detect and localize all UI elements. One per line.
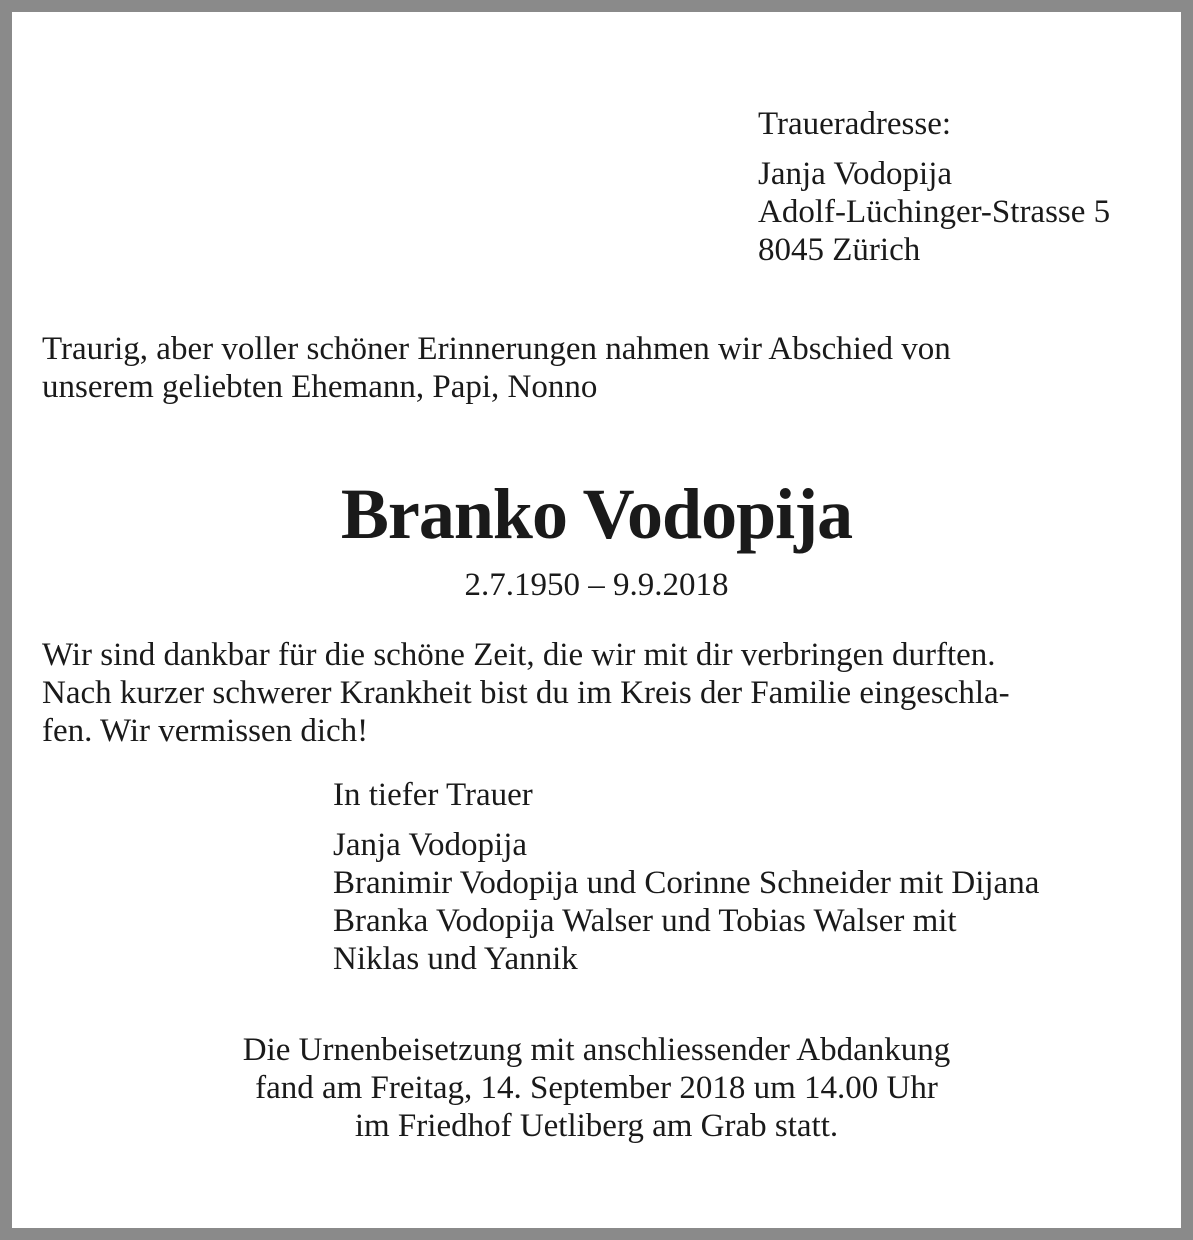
deceased-name: Branko Vodopija (340, 474, 853, 554)
mourning-address (758, 105, 1110, 269)
address-label: Traueradresse: (758, 106, 952, 142)
address-name: Janja Vodopija (758, 156, 953, 192)
life-dates: 2.7.1950 – 9.9.2018 (464, 567, 729, 603)
mourner-line: Branimir Vodopija und Corinne Schneider mit Dijana (333, 865, 1040, 901)
address-street: Adolf-Lüchinger-Strasse 5 (758, 194, 1111, 230)
address-city: 8045 Zürich (758, 232, 921, 268)
message-line: Nach kurzer schwerer Krankheit bist du im Kreis der Familie eingeschla- (42, 675, 1010, 711)
mourner-line: Niklas und Yannik (333, 941, 578, 977)
intro-line: unserem geliebten Ehemann, Papi, Nonno (42, 369, 598, 405)
mourner-line: Branka Vodopija Walser und Tobias Walser mit (333, 903, 957, 939)
intro-line: Traurig, aber voller schöner Erinnerungen nahmen wir Abschied von (42, 331, 951, 367)
ceremony-line: Die Urnenbeisetzung mit anschliessender Abdankung (242, 1032, 951, 1068)
mourners-label: In tiefer Trauer (333, 777, 533, 813)
ceremony-line: im Friedhof Uetliberg am Grab statt. (354, 1108, 839, 1144)
mourner-line: Janja Vodopija (333, 827, 528, 863)
mourners-list (333, 776, 1039, 978)
message-text (42, 636, 1010, 750)
message-line: Wir sind dankbar für die schöne Zeit, die wir mit dir verbringen durften. (42, 637, 996, 673)
ceremony-info (0, 1031, 1193, 1145)
message-line: fen. Wir vermissen dich! (42, 713, 369, 749)
ceremony-line: fand am Freitag, 14. September 2018 um 14.00 Uhr (255, 1070, 938, 1106)
intro-text (42, 330, 951, 406)
